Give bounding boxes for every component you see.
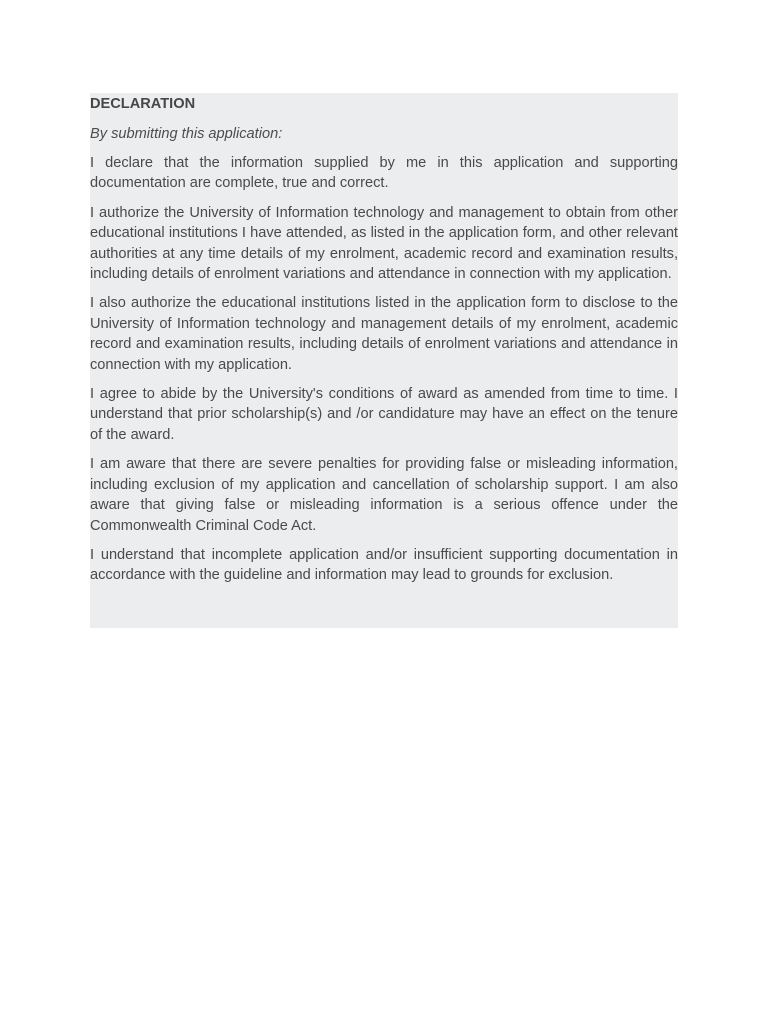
declaration-paragraph-authorize-obtain: I authorize the University of Information technology and management to obtain from other educational institutions I have attended, as listed in the application form, and other relevant authorities at any time details of my enrolment, academic record and examination results, including details of enrolment variations and attendance in connection with my application.	[90, 204, 678, 283]
declaration-paragraph-accuracy: I declare that the information supplied by me in this application and supporting documentation are complete, true and correct.	[90, 155, 678, 192]
declaration-intro: By submitting this application:	[90, 126, 283, 142]
declaration-heading: DECLARATION	[90, 96, 196, 112]
declaration-paragraph-conditions: I agree to abide by the University's conditions of award as amended from time to time. I understand that prior scholarship(s) and /or candidature may have an effect on the tenure of the award.	[90, 386, 678, 443]
declaration-paragraph-authorize-disclose: I also authorize the educational institutions listed in the application form to disclose to the University of Information technology and management details of my enrolment, academic record and examination results, including details of enrolment variations and attendance in connection with my application.	[90, 295, 678, 373]
declaration-paragraph-penalties: I am aware that there are severe penalties for providing false or misleading information, including exclusion of my application and cancellation of scholarship support. I am also aware that giving false or misleading information is a serious offence under the Commonwealth Criminal Code Act.	[90, 456, 678, 534]
declaration-paragraph-exclusion: I understand that incomplete application and/or insufficient supporting documentation in accordance with the guideline and information may lead to grounds for exclusion.	[90, 546, 678, 584]
declaration-section	[90, 93, 678, 628]
